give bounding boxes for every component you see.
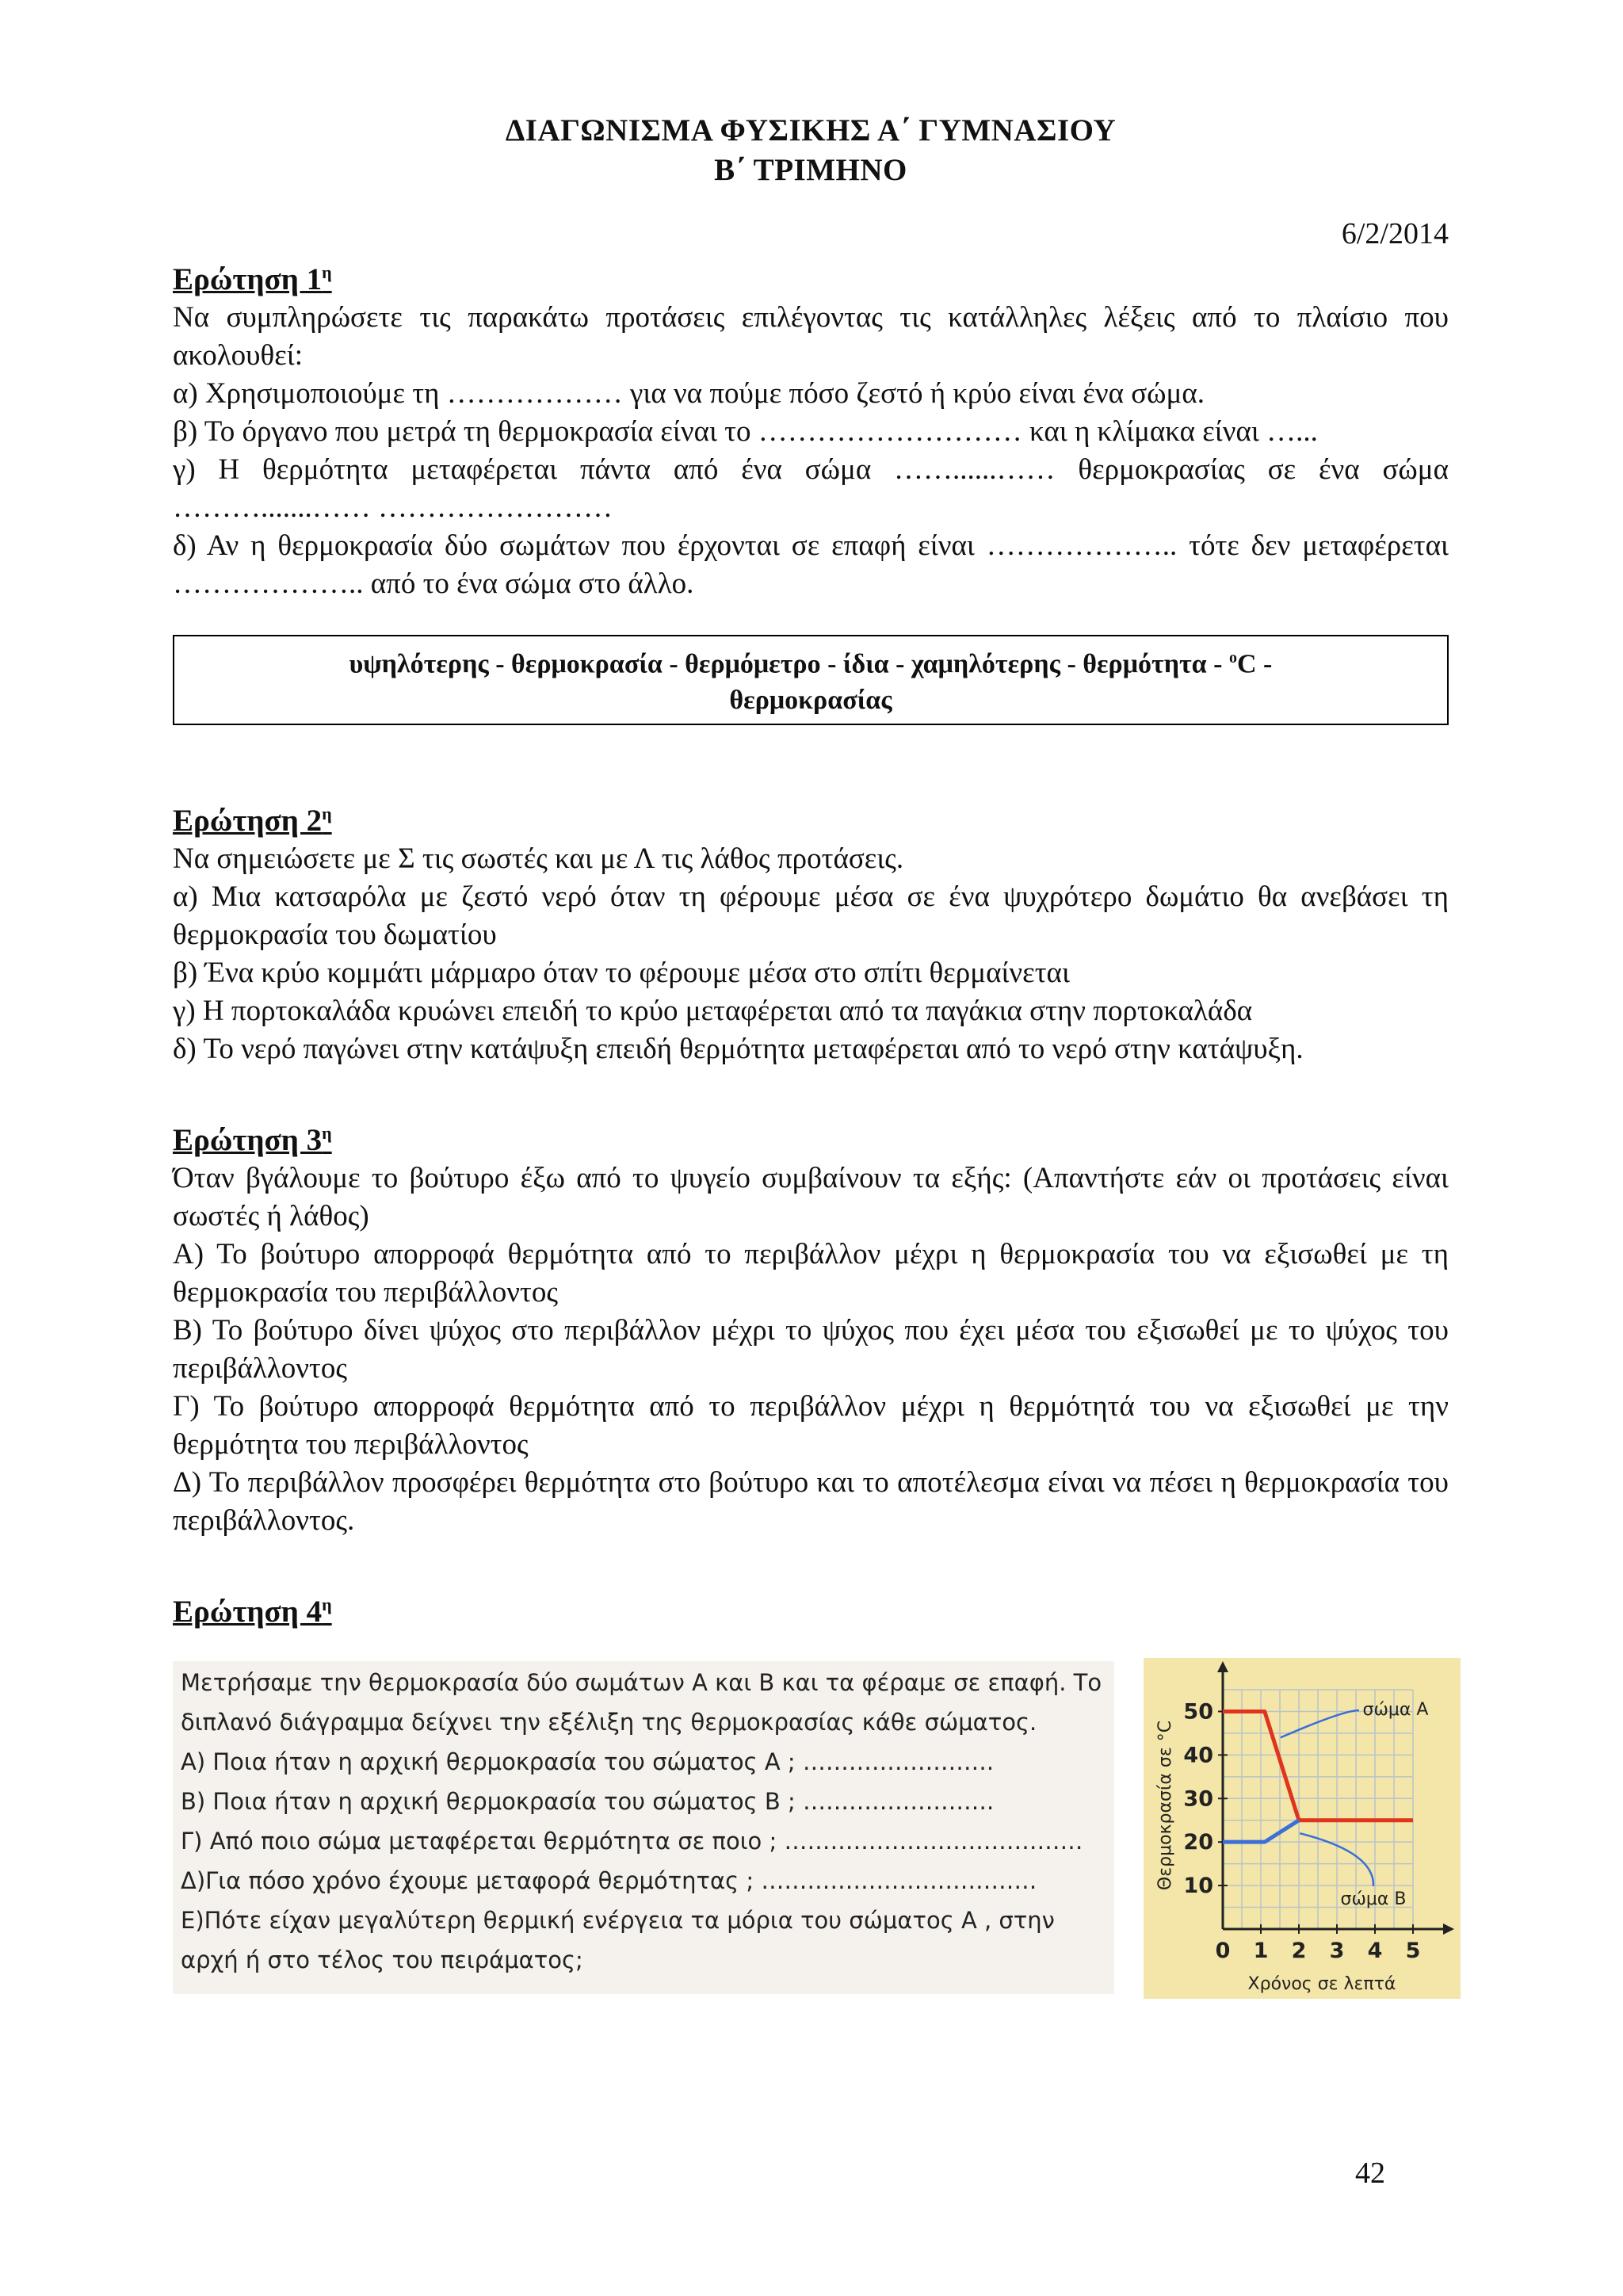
q1-heading-sup: η [322, 262, 332, 282]
word-box-line-1 [190, 640, 1431, 682]
y-tick-label: 10 [1183, 1874, 1213, 1899]
q3-intro: Όταν βγάλουμε το βούτυρο έξω από το ψυγείο συμβαίνουν τα εξής: (Απαντήστε εάν οι προτάσεις είναι σωστές ή λάθος) [173, 1162, 1449, 1233]
word-choice-box [173, 635, 1449, 725]
x-tick-label: 4 [1367, 1939, 1383, 1964]
x-axis-label: Χρόνος σε λεπτά [1247, 1974, 1396, 1995]
q1-item-b: β) Το όργανο που μετρά τη θερμοκρασία είναι το ……………………… και η κλίμακα είναι …... [173, 415, 1318, 448]
y-tick-label: 50 [1183, 1699, 1213, 1725]
q2-intro: Να σημειώσετε με Σ τις σωστές και με Λ τις λάθος προτάσεις. [173, 842, 904, 876]
y-tick-label: 20 [1183, 1830, 1213, 1855]
q1-item-c: γ) Η θερμότητα μεταφέρεται πάντα από ένα σώμα ……......…… θερμοκρασίας σε ένα σώμα ……….......…… …………………… [173, 453, 1449, 524]
series-label-b: σώμα Β [1340, 1889, 1407, 1910]
q4-item-a: Α) Ποια ήταν η αρχική θερμοκρασία του σώματος Α ; ……………………. [181, 1748, 995, 1776]
q1-heading [173, 254, 1449, 299]
q4-heading-sup: η [322, 1595, 332, 1615]
exam-page [173, 111, 1449, 1994]
series-label-a: σώμα Α [1362, 1700, 1429, 1721]
exam-date: 6/2/2014 [1341, 217, 1449, 250]
y-tick-label: 30 [1183, 1786, 1213, 1812]
q1-item-d: δ) Αν η θερμοκρασία δύο σωμάτων που έρχονται σε επαφή είναι ……………….. τότε δεν μεταφέρεται ……………….. από το ένα σώμα στο άλλο. [173, 529, 1449, 600]
q4-heading [173, 1586, 1449, 1631]
q3-heading [173, 1114, 1449, 1159]
exam-title [173, 111, 1449, 190]
q1-item-a: α) Χρησιμοποιούμε τη ……………… για να πούμε πόσο ζεστό ή κρύο είναι ένα σώμα. [173, 377, 1205, 410]
q1-heading-text: Ερώτηση 1 [173, 262, 323, 296]
q3-heading-sup: η [322, 1123, 332, 1144]
y-tick-label: 40 [1183, 1743, 1213, 1768]
q3-item-b: Β) Το βούτυρο δίνει ψύχος στο περιβάλλον μέχρι το ψύχος που έχει μέσα του εξισωθεί με το ψύχος του περιβάλλοντος [173, 1314, 1449, 1385]
title-line-1: ΔΙΑΓΩΝΙΣΜΑ ΦΥΣΙΚΗΣ Α΄ ΓΥΜΝΑΣΙΟΥ [505, 113, 1117, 147]
q2-heading-sup: η [322, 804, 332, 824]
q2-item-b: β) Ένα κρύο κομμάτι μάρμαρο όταν το φέρουμε μέσα στο σπίτι θερμαίνεται [173, 957, 1070, 990]
q3-item-a: Α) Το βούτυρο απορροφά θερμότητα από το περιβάλλον μέχρι η θερμοκρασία του να εξισωθεί με τη θερμοκρασία του περιβάλλοντος [173, 1238, 1449, 1309]
degree-sign: o [1228, 649, 1237, 667]
q1-intro: Να συμπληρώσετε τις παρακάτω προτάσεις επιλέγοντας τις κατάλληλες λέξεις από το πλαίσιο που ακολουθεί: [173, 301, 1449, 372]
q2-item-c: γ) Η πορτοκαλάδα κρυώνει επειδή το κρύο μεταφέρεται από τα παγάκια στην πορτοκαλάδα [173, 995, 1253, 1028]
q3-item-d: Δ) Το περιβάλλον προσφέρει θερμότητα στο βούτυρο και το αποτέλεσμα είναι να πέσει η θερμοκρασία του περιβάλλοντος. [173, 1466, 1449, 1538]
y-axis-label: Θερμοκρασία σε °C [1155, 1721, 1175, 1891]
q4-heading-text: Ερώτηση 4 [173, 1595, 323, 1629]
x-tick-label: 1 [1253, 1939, 1269, 1964]
q4-item-g: Γ) Από ποιο σώμα μεταφέρεται θερμότητα σε ποιο ; ………………………………… [181, 1828, 1083, 1855]
q2-item-a: α) Μια κατσαρόλα με ζεστό νερό όταν τη φέρουμε μέσα σε ένα ψυχρότερο δωμάτιο θα ανεβάσει τη θερμοκρασία του δωματίου [173, 881, 1449, 952]
temperature-chart [1144, 1658, 1461, 1999]
word-box-celsius: C - [1236, 649, 1273, 679]
word-box-words: υψηλότερης - θερμοκρασία - θερμόμετρο - ίδια - χαμηλότερης - θερμότητα - [349, 649, 1229, 679]
x-tick-label: 2 [1291, 1939, 1307, 1964]
title-line-2: Β΄ ΤΡΙΜΗΝΟ [714, 153, 907, 187]
q4-item-b: Β) Ποια ήταν η αρχική θερμοκρασία του σώματος Β ; ……………………. [181, 1788, 995, 1816]
q2-heading-text: Ερώτηση 2 [173, 804, 323, 839]
x-tick-label: 0 [1215, 1939, 1231, 1964]
q3-heading-text: Ερώτηση 3 [173, 1123, 323, 1158]
q4-item-d: Δ)Για πόσο χρόνο έχουμε μεταφορά θερμότητας ; ……………………………… [181, 1867, 1037, 1895]
x-tick-label: 5 [1405, 1939, 1421, 1964]
q2-heading [173, 795, 1449, 840]
word-box-line-2: θερμοκρασίας [729, 686, 892, 716]
page-number: 42 [1355, 2157, 1385, 2190]
q4-item-e: Ε)Πότε είχαν μεγαλύτερη θερμική ενέργεια τα μόρια του σώματος Α , στην αρχή ή στο τέλος του πειράματος; [181, 1907, 1055, 1974]
x-tick-label: 3 [1329, 1939, 1345, 1964]
q3-item-g: Γ) Το βούτυρο απορροφά θερμότητα από το περιβάλλον μέχρι η θερμότητά του να εξισωθεί με την θερμότητα του περιβάλλοντος [173, 1390, 1449, 1461]
q4-question-panel [173, 1661, 1114, 1994]
q2-item-d: δ) Το νερό παγώνει στην κατάψυξη επειδή θερμότητα μεταφέρεται από το νερό στην κατάψυξη. [173, 1033, 1304, 1066]
q4-intro: Μετρήσαμε την θερμοκρασία δύο σωμάτων Α και Β και τα φέραμε σε επαφή. Το διπλανό διάγραμμα δείχνει την εξέλιξη της θερμοκρασίας κάθε σώματος. [181, 1669, 1102, 1736]
q4-figure [173, 1661, 1449, 1994]
